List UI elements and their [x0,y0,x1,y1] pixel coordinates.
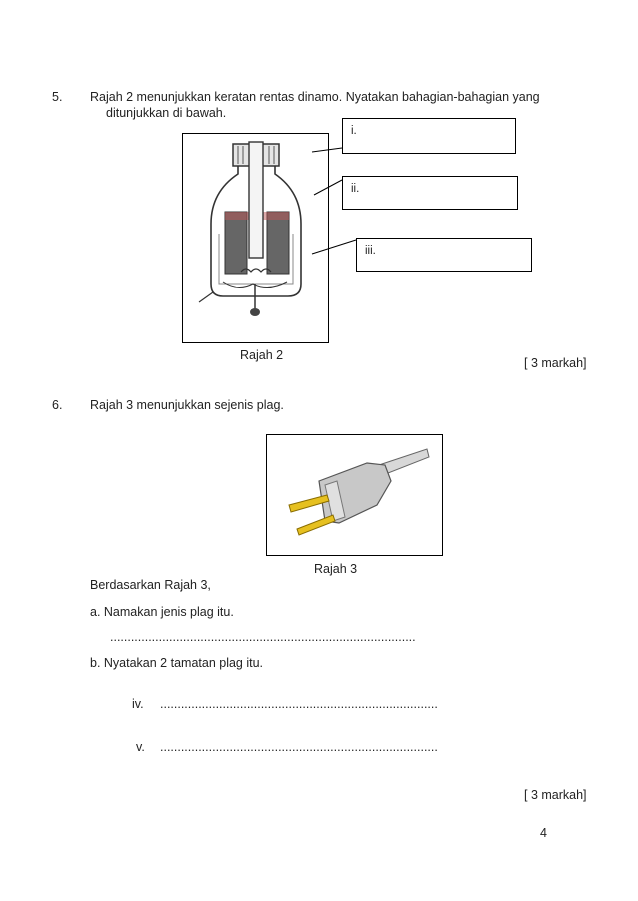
question-5-text-line2: ditunjukkan di bawah. [106,106,227,120]
label-box-i[interactable] [342,118,516,154]
answer-iv-line[interactable]: ................................................................................ [160,697,438,711]
part-a-answer-line[interactable]: ........................................................................................ [110,630,416,644]
question-5-number: 5. [52,90,63,104]
page-number: 4 [540,826,547,840]
label-i: i. [351,125,357,137]
question-6-part-b: b. Nyatakan 2 tamatan plag itu. [90,656,264,670]
answer-v-label: v. [136,740,145,754]
figure-caption-rajah-3: Rajah 3 [314,562,358,576]
question-6-part-a: a. Namakan jenis plag itu. [90,605,234,619]
question-5-text-line1: Rajah 2 menunjukkan keratan rentas dinamo. Nyatakan bahagian-bahagian yang [90,90,540,104]
figure-caption-rajah-2: Rajah 2 [240,348,284,362]
plug-image [267,435,442,555]
plug-figure [266,434,443,556]
answer-iv-label: iv. [132,697,144,711]
question-5-marks: [ 3 markah] [524,356,587,370]
answer-v-line[interactable]: ................................................................................ [160,740,438,754]
question-6-text: Rajah 3 menunjukkan sejenis plag. [90,398,284,412]
label-box-ii[interactable] [342,176,518,210]
question-6-number: 6. [52,398,63,412]
label-ii: ii. [351,183,360,195]
label-iii: iii. [365,245,376,257]
question-6-intro: Berdasarkan Rajah 3, [90,578,211,592]
question-6-marks: [ 3 markah] [524,788,587,802]
label-box-iii[interactable] [356,238,532,272]
